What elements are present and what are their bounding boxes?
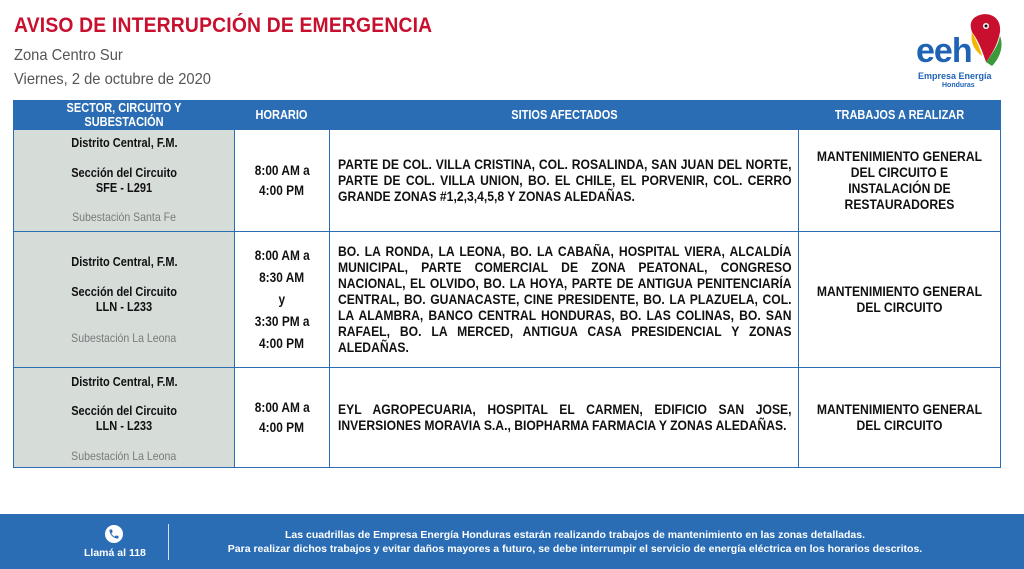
circuit-code: SFE - L291 [95,180,153,195]
sites-cell [330,130,799,232]
date-label: Viernes, 2 de octubre de 2020 [14,71,211,88]
logo-subtitle-2: Honduras [942,82,975,89]
sites-cell [330,368,799,468]
footer-divider [168,524,169,560]
phone-icon[interactable] [105,525,123,543]
zone-label: Zona Centro Sur [14,47,123,64]
header-sector: SECTOR, CIRCUITO Y SUBESTACIÓN [14,101,235,130]
district-name: Distrito Central, F.M. [70,254,178,269]
phone-label[interactable]: Llamá al 118 [84,547,146,559]
hours-line: 3:30 PM a [254,313,310,329]
hours-cell [235,368,330,468]
hours-line: 8:00 AM a [254,399,310,415]
hours-line: 4:00 PM [259,182,305,198]
logo-text: eeh [916,32,972,70]
hours-line: 8:00 AM a [254,247,310,263]
work-text: MANTENIMIENTO GENERAL DEL CIRCUITO [816,283,983,315]
footer-line: Para realizar dichos trabajos y evitar daños mayores a futuro, se debe interrumpir el servicio de energía eléctrica en los horarios descritos. [227,543,923,555]
table-row [14,232,1001,368]
logo-subtitle: Empresa Energía [918,71,992,81]
substation-name: Subestación Santa Fe [72,209,176,224]
circuit-code: LLN - L233 [95,299,153,314]
district-name: Distrito Central, F.M. [70,135,178,150]
footer-bar [0,514,1024,569]
sites-text: EYL AGROPECUARIA, HOSPITAL EL CARMEN, EDIFICIO SAN JOSE, INVERSIONES MORAVIA S.A., BIOPHARMA FARMACIA Y ZONAS ALEDAÑAS. [338,401,792,433]
district-name: Distrito Central, F.M. [70,374,178,389]
table-header-row [14,101,1001,130]
work-cell [799,368,1001,468]
hours-line: 4:00 PM [259,335,305,351]
header-hours: HORARIO [235,101,330,130]
sites-text: PARTE DE COL. VILLA CRISTINA, COL. ROSALINDA, SAN JUAN DEL NORTE, PARTE DE COL. VILLA UNION, BO. EL CHILE, EL PORVENIR, COL. CERRO GRANDE ZONAS #1,2,3,4,5,8 Y ZONAS ALEDAÑAS. [338,156,792,204]
sites-text: BO. LA RONDA, LA LEONA, BO. LA CABAÑA, HOSPITAL VIERA, ALCALDÍA MUNICIPAL, PARTE COMERCIAL DE ZONA PEATONAL, CONGRESO NACIONAL, EL OLVIDO, BO. LA HOYA, PARTE DE ANTIGUA PENITENCIARÍA CENTRAL, BO. GUANACASTE, CINE PRESIDENTE, BO. LA PLAZUELA, COL. LA ALAMBRA, BANCO CENTRAL HONDURAS, BO. LAS COLINAS, BO. SAN RAFAEL, BO. LA MERCED, ANTIGUA CASA PRESIDENCIAL Y ZONAS ALEDAÑAS. [338,243,792,355]
circuit-label: Sección del Circuito [71,403,177,418]
table-row [14,368,1001,468]
sector-cell [14,232,235,368]
hours-cell [235,130,330,232]
substation-name: Subestación La Leona [71,330,177,345]
outage-table [13,100,1001,468]
hours-line: 8:00 AM a [254,162,310,178]
footer-line: Las cuadrillas de Empresa Energía Honduras estarán realizando trabajos de mantenimiento en las zonas detalladas. [284,529,866,541]
header-sites: SITIOS AFECTADOS [330,101,799,130]
substation-name: Subestación La Leona [71,448,177,463]
circuit-label: Sección del Circuito [71,284,177,299]
circuit-code: LLN - L233 [95,418,153,433]
page-title: AVISO DE INTERRUPCIÓN DE EMERGENCIA [14,14,433,37]
sector-cell [14,368,235,468]
work-text: MANTENIMIENTO GENERAL DEL CIRCUITO [816,401,983,433]
table-row [14,130,1001,232]
eeh-logo [912,10,1008,90]
work-cell [799,232,1001,368]
header-work: TRABAJOS A REALIZAR [799,101,1001,130]
hours-line: y [278,291,286,307]
footer-message [180,528,970,556]
hours-line: 8:30 AM [259,269,305,285]
work-text: MANTENIMIENTO GENERAL DEL CIRCUITO E INSTALACIÓN DE RESTAURADORES [816,148,983,212]
work-cell [799,130,1001,232]
sites-cell [330,232,799,368]
hours-line: 4:00 PM [259,419,305,435]
hours-cell [235,232,330,368]
sector-cell [14,130,235,232]
circuit-label: Sección del Circuito [71,165,177,180]
